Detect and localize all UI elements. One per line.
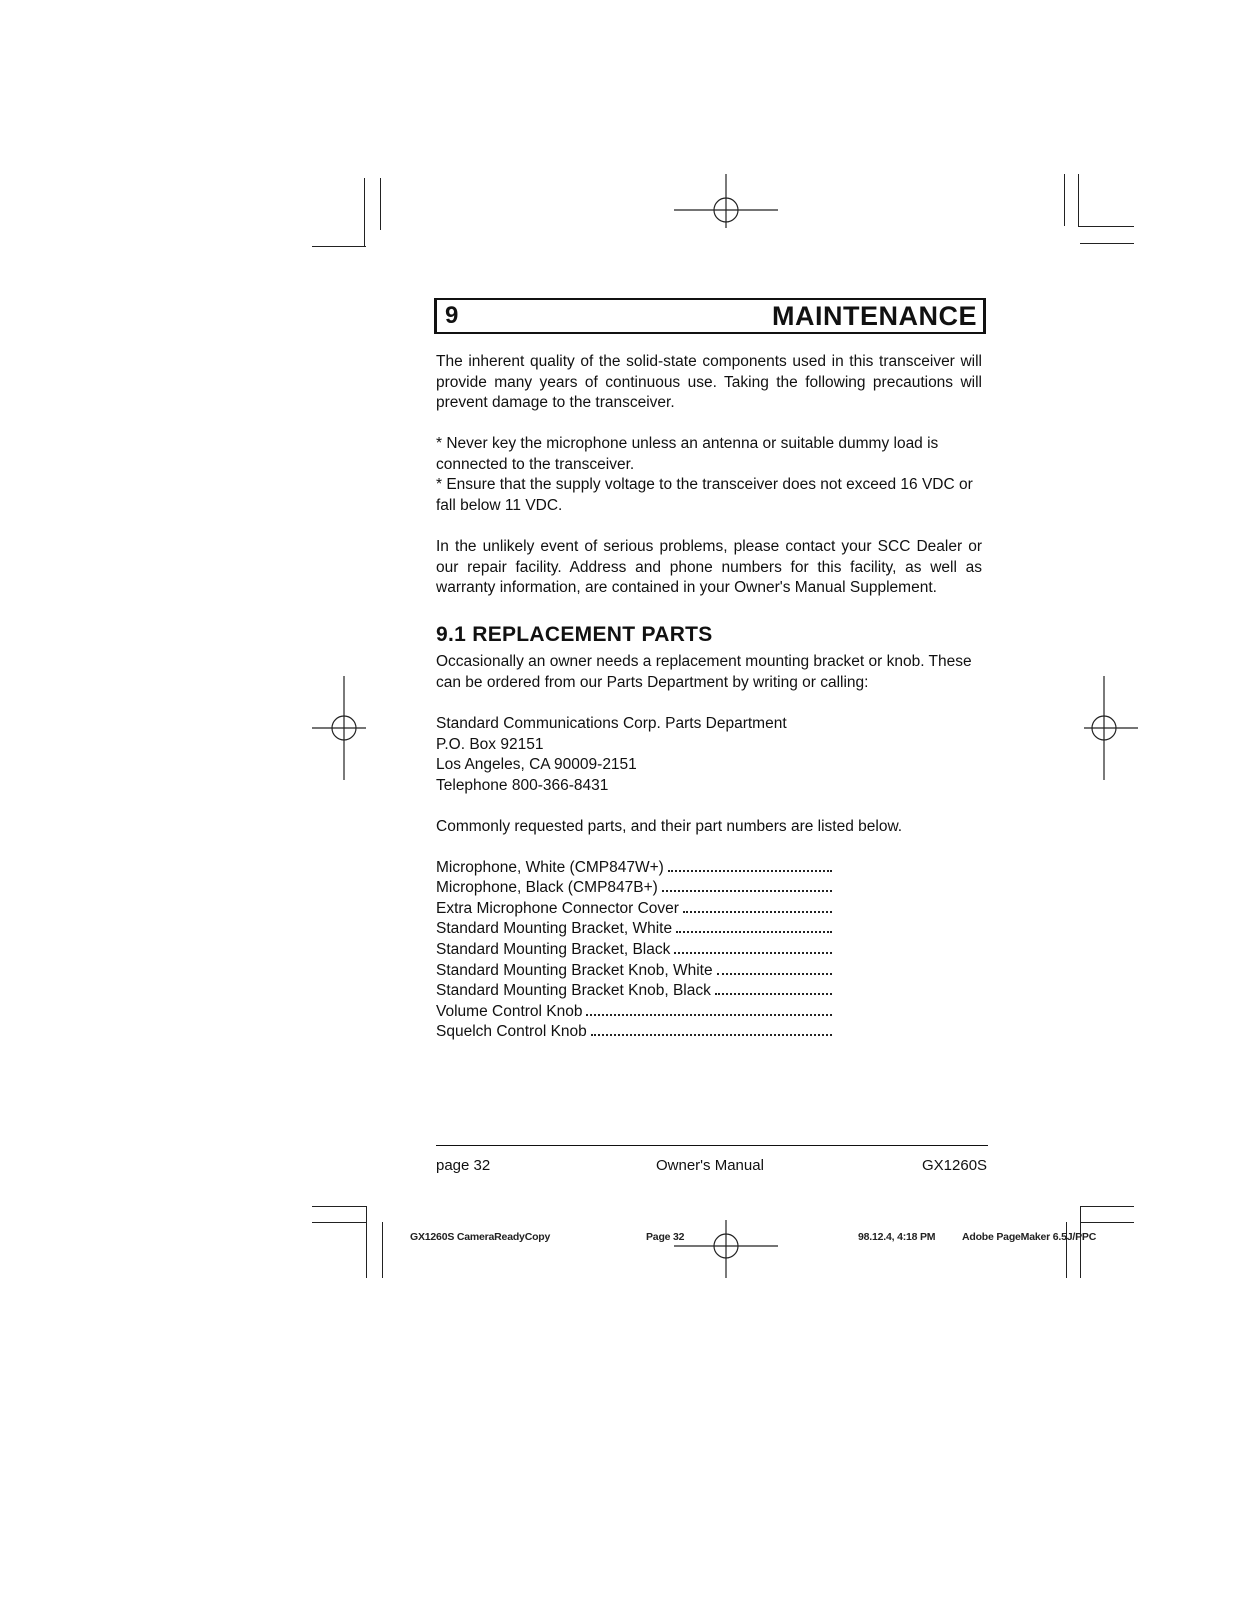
list-item xyxy=(436,1000,832,1021)
precautions-list xyxy=(436,434,982,516)
section-number: 9 xyxy=(445,302,459,329)
slug-file: GX1260S CameraReadyCopy xyxy=(410,1231,551,1243)
problems-paragraph: In the unlikely event of serious problems, please contact your SCC Dealer or our repair facility. Address and phone numbers for this facility, as well as warranty information, are contained in your Owner's Manual Supplement. xyxy=(436,538,982,596)
intro-paragraph: The inherent quality of the solid-state components used in this transceiver will provide many years of continuous use. Taking the following precautions will prevent damage to the transceiver. xyxy=(436,353,982,411)
list-item xyxy=(436,897,832,918)
list-item xyxy=(436,877,832,898)
subsection-title: 9.1 REPLACEMENT PARTS xyxy=(436,623,713,646)
address-line: Standard Communications Corp. Parts Department xyxy=(436,715,787,732)
address-block xyxy=(436,714,982,796)
slug-timestamp: 98.12.4, 4:18 PM xyxy=(858,1231,936,1243)
list-item xyxy=(436,1021,832,1042)
list-item xyxy=(436,959,832,980)
section-header xyxy=(434,298,986,334)
part-name: Squelch Control Knob xyxy=(436,1023,587,1041)
footer-model: GX1260S xyxy=(922,1157,988,1174)
parts-list xyxy=(436,856,832,1041)
part-name: Microphone, Black (CMP847B+) xyxy=(436,879,658,897)
slug-app: Adobe PageMaker 6.5J/PPC xyxy=(962,1231,1097,1243)
registration-mark-icon xyxy=(1064,676,1168,780)
part-name: Extra Microphone Connector Cover xyxy=(436,899,679,917)
footer-page: page 32 xyxy=(436,1157,491,1174)
precaution-item: * Never key the microphone unless an antenna or suitable dummy load is connected to the transceiver. xyxy=(436,435,939,473)
precaution-item: * Ensure that the supply voltage to the transceiver does not exceed 16 VDC or fall below 11 VDC. xyxy=(436,476,973,514)
part-name: Standard Mounting Bracket, Black xyxy=(436,940,671,958)
footer-manual: Owner's Manual xyxy=(656,1157,764,1174)
part-name: Standard Mounting Bracket Knob, White xyxy=(436,961,713,979)
address-line: Los Angeles, CA 90009-2151 xyxy=(436,756,637,773)
list-item xyxy=(436,980,832,1001)
section-title: MAINTENANCE xyxy=(772,301,977,331)
subsection-intro: Occasionally an owner needs a replacement mounting bracket or knob. These can be ordered from our Parts Department by writing or calling: xyxy=(436,653,972,691)
part-name: Volume Control Knob xyxy=(436,1002,583,1020)
registration-mark-icon xyxy=(298,676,402,780)
part-name: Microphone, White (CMP847W+) xyxy=(436,858,664,876)
part-name: Standard Mounting Bracket, White xyxy=(436,920,673,938)
address-line: P.O. Box 92151 xyxy=(436,735,544,753)
list-item xyxy=(436,918,832,939)
list-item xyxy=(436,856,832,877)
parts-intro: Commonly requested parts, and their part numbers are listed below. xyxy=(436,818,903,835)
footer-divider xyxy=(436,1145,988,1146)
slug-page: Page 32 xyxy=(646,1231,685,1243)
part-name: Standard Mounting Bracket Knob, Black xyxy=(436,982,711,1000)
address-line: Telephone 800-366-8431 xyxy=(436,776,609,794)
list-item xyxy=(436,938,832,959)
registration-mark-icon xyxy=(674,1194,778,1298)
registration-mark-icon xyxy=(674,164,778,268)
